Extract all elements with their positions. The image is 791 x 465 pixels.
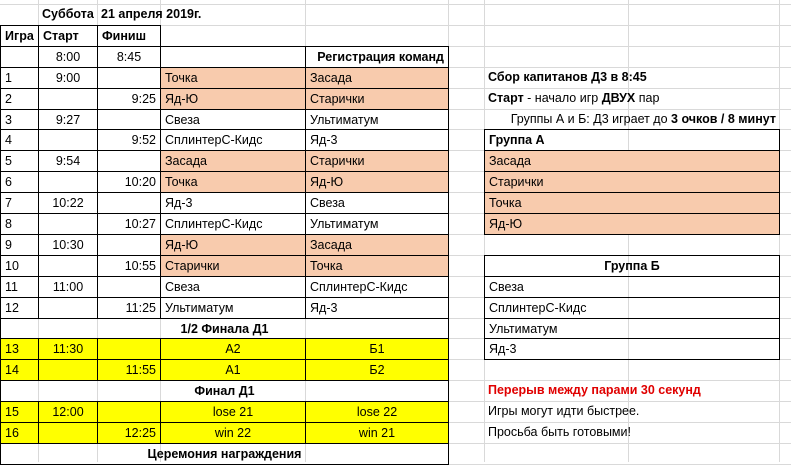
col-header-finish[interactable]: Финиш [97, 25, 161, 47]
note-start-part: ДВУХ [601, 91, 636, 105]
game-number[interactable]: 7 [0, 192, 39, 214]
game-team2[interactable]: Точка [305, 255, 449, 277]
game-finish[interactable] [97, 276, 161, 298]
cell-empty[interactable] [0, 46, 39, 68]
game-team1[interactable]: Старички [160, 255, 306, 277]
game-team1[interactable]: Свеза [160, 276, 306, 298]
game-number[interactable]: 11 [0, 276, 39, 298]
game-start[interactable] [38, 129, 98, 151]
game-team1[interactable]: Яд-Ю [160, 88, 306, 110]
group-a-team[interactable]: Засада [484, 150, 780, 172]
note-faster[interactable]: Игры могут идти быстрее. [488, 404, 640, 418]
game-number[interactable]: 4 [0, 129, 39, 151]
semifinal-team2[interactable]: Б2 [305, 359, 449, 381]
registration-finish[interactable]: 8:45 [97, 46, 161, 68]
game-team2[interactable]: Старички [305, 88, 449, 110]
game-start[interactable]: 9:00 [38, 67, 98, 89]
note-start-part: пар [635, 91, 660, 105]
note-start-part: Старт [488, 91, 524, 105]
game-number[interactable]: 5 [0, 150, 39, 172]
game-team2[interactable]: Ультиматум [305, 213, 449, 235]
ceremony-label[interactable]: Церемония награждения [0, 443, 449, 465]
semifinal-team1[interactable]: А2 [160, 338, 306, 360]
semifinal-number[interactable]: 14 [0, 359, 39, 381]
group-b-team[interactable]: Ультиматум [484, 318, 780, 339]
game-team2[interactable]: СплинтерС-Кидс [305, 276, 449, 298]
registration-label[interactable]: Регистрация команд [305, 46, 449, 68]
game-start[interactable] [38, 171, 98, 193]
game-start[interactable] [38, 88, 98, 110]
game-team1[interactable]: Засада [160, 150, 306, 172]
col-header-start[interactable]: Старт [38, 25, 98, 47]
game-start[interactable]: 9:27 [38, 109, 98, 130]
game-team2[interactable]: Свеза [305, 192, 449, 214]
game-team2[interactable]: Засада [305, 234, 449, 256]
note-start-part: - начало игр [523, 91, 602, 105]
col-header-game[interactable]: Игра [0, 25, 39, 47]
game-team1[interactable]: СплинтерС-Кидс [160, 213, 306, 235]
game-start[interactable]: 11:00 [38, 276, 98, 298]
group-a-team[interactable]: Точка [484, 192, 780, 214]
game-team1[interactable]: Яд-3 [160, 192, 306, 214]
final-team2[interactable]: lose 22 [305, 401, 449, 423]
group-b-title[interactable]: Группа Б [484, 255, 780, 277]
semifinal-finish[interactable] [97, 338, 161, 360]
game-team2[interactable]: Старички [305, 150, 449, 172]
note-ready[interactable]: Просьба быть готовыми! [488, 425, 631, 439]
game-finish[interactable] [97, 150, 161, 172]
game-number[interactable]: 9 [0, 234, 39, 256]
group-b-team[interactable]: Яд-3 [484, 338, 780, 360]
game-number[interactable]: 12 [0, 297, 39, 319]
game-team1[interactable]: Ультиматум [160, 297, 306, 319]
game-team2[interactable]: Ультиматум [305, 109, 449, 130]
game-start[interactable]: 10:22 [38, 192, 98, 214]
game-finish[interactable]: 10:20 [97, 171, 161, 193]
cell-empty[interactable] [160, 46, 306, 68]
game-start[interactable]: 9:54 [38, 150, 98, 172]
game-team1[interactable]: Яд-Ю [160, 234, 306, 256]
note-captains[interactable]: Сбор капитанов Д3 в 8:45 [488, 70, 647, 84]
game-team1[interactable]: Точка [160, 171, 306, 193]
game-start[interactable] [38, 255, 98, 277]
game-finish[interactable]: 9:25 [97, 88, 161, 110]
group-a-team[interactable]: Яд-Ю [484, 213, 780, 235]
final-team1[interactable]: lose 21 [160, 401, 306, 423]
note-groups-part: 3 очков / 8 минут [671, 112, 776, 126]
game-start[interactable] [38, 213, 98, 235]
game-number[interactable]: 6 [0, 171, 39, 193]
semifinal-title[interactable]: 1/2 Финала Д1 [0, 318, 449, 339]
semifinal-finish[interactable]: 11:55 [97, 359, 161, 381]
game-finish[interactable] [97, 67, 161, 89]
game-start[interactable] [38, 297, 98, 319]
game-team1[interactable]: СплинтерС-Кидс [160, 129, 306, 151]
final-number[interactable]: 15 [0, 401, 39, 423]
group-b-team[interactable]: Свеза [484, 276, 780, 298]
note-start[interactable] [484, 88, 780, 110]
semifinal-team1[interactable]: А1 [160, 359, 306, 381]
game-team2[interactable]: Яд-Ю [305, 171, 449, 193]
semifinal-number[interactable]: 13 [0, 338, 39, 360]
game-finish[interactable]: 9:52 [97, 129, 161, 151]
game-team2[interactable]: Яд-3 [305, 129, 449, 151]
game-number[interactable]: 3 [0, 109, 39, 130]
final-team2[interactable]: win 21 [305, 422, 449, 444]
group-a-title[interactable]: Группа А [484, 129, 780, 151]
semifinal-start[interactable]: 11:30 [38, 338, 98, 360]
semifinal-team2[interactable]: Б1 [305, 338, 449, 360]
day-label[interactable]: Суббота [42, 7, 94, 21]
final-title[interactable]: Финал Д1 [0, 380, 449, 402]
game-finish[interactable]: 10:27 [97, 213, 161, 235]
game-finish[interactable] [97, 109, 161, 130]
game-number[interactable]: 2 [0, 88, 39, 110]
game-team1[interactable]: Точка [160, 67, 306, 89]
game-number[interactable]: 10 [0, 255, 39, 277]
note-groups-part: Группы А и Б: Д3 играет до [510, 112, 672, 126]
game-finish[interactable]: 10:55 [97, 255, 161, 277]
registration-start[interactable]: 8:00 [38, 46, 98, 68]
final-start[interactable] [38, 422, 98, 444]
note-break[interactable]: Перерыв между парами 30 секунд [488, 383, 701, 397]
game-finish[interactable] [97, 192, 161, 214]
game-number[interactable]: 1 [0, 67, 39, 89]
game-finish[interactable]: 11:25 [97, 297, 161, 319]
game-number[interactable]: 8 [0, 213, 39, 235]
group-b-team[interactable]: СплинтерС-Кидс [484, 297, 780, 319]
note-groups[interactable] [448, 109, 780, 130]
final-finish[interactable]: 12:25 [97, 422, 161, 444]
final-finish[interactable] [97, 401, 161, 423]
group-a-team[interactable]: Старички [484, 171, 780, 193]
final-start[interactable]: 12:00 [38, 401, 98, 423]
final-number[interactable]: 16 [0, 422, 39, 444]
game-start[interactable]: 10:30 [38, 234, 98, 256]
game-team2[interactable]: Яд-3 [305, 297, 449, 319]
game-team2[interactable]: Засада [305, 67, 449, 89]
date-label[interactable]: 21 апреля 2019г. [101, 7, 202, 21]
game-team1[interactable]: Свеза [160, 109, 306, 130]
final-team1[interactable]: win 22 [160, 422, 306, 444]
game-finish[interactable] [97, 234, 161, 256]
semifinal-start[interactable] [38, 359, 98, 381]
